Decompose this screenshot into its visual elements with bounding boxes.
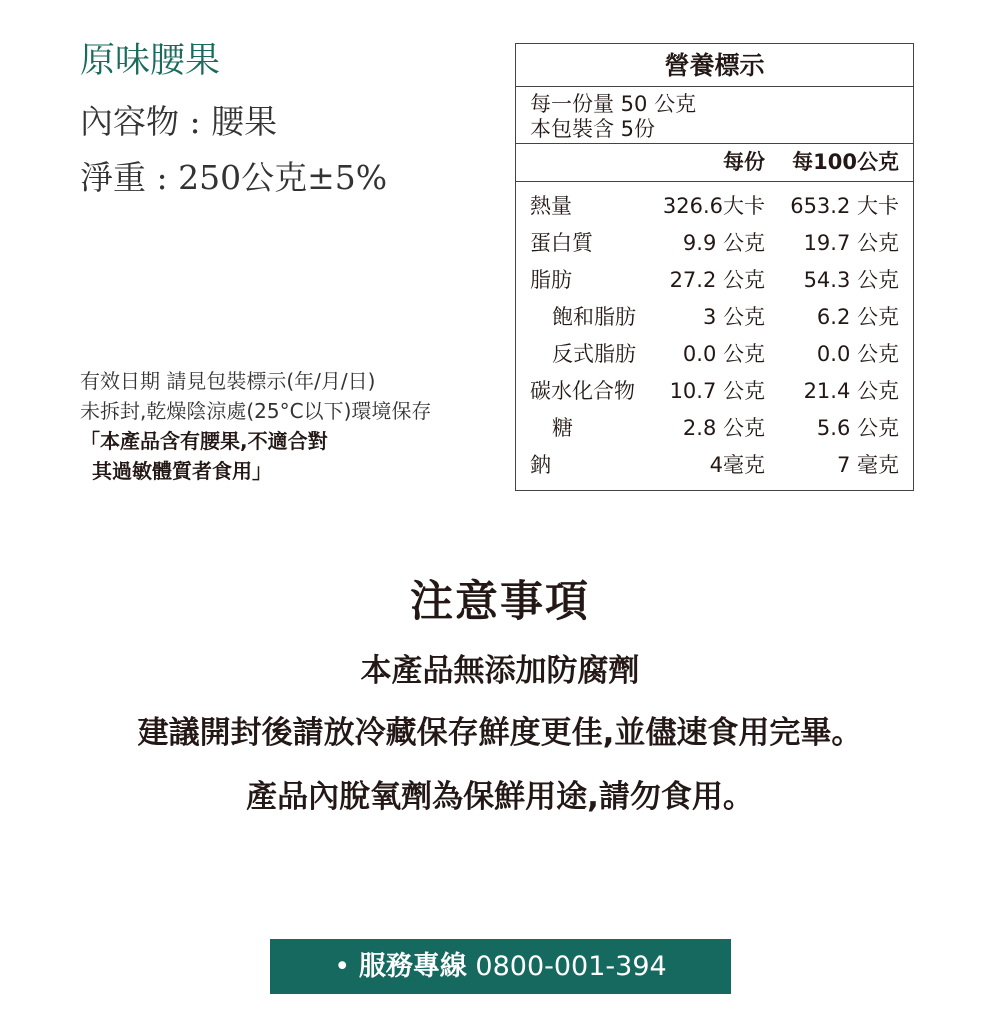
service-hotline-banner (270, 939, 731, 994)
nutrient-name: 鈉 (530, 453, 551, 477)
nutrient-per-100g: 0.0 公克 (816, 342, 899, 366)
nutrient-per-100g: 7 毫克 (836, 453, 899, 477)
product-contents: 內容物 : 腰果 (80, 102, 278, 141)
servings-per-package: 本包裝含 5份 (530, 117, 656, 141)
nutrient-name: 碳水化合物 (530, 379, 635, 403)
bullet-icon: • (334, 951, 351, 982)
nutrition-rows (516, 182, 913, 484)
product-name: 原味腰果 (80, 41, 221, 81)
nutrient-per-serving: 27.2 公克 (669, 268, 765, 292)
nutrient-per-serving: 3 公克 (702, 305, 765, 329)
nutrient-per-100g: 54.3 公克 (803, 268, 899, 292)
nutrition-row (516, 262, 913, 299)
nutrition-row (516, 373, 913, 410)
nutrient-per-serving: 2.8 公克 (682, 416, 765, 440)
nutrient-per-serving: 9.9 公克 (682, 231, 765, 255)
expiry-date-text: 有效日期 請見包裝標示(年/月/日) (80, 369, 376, 393)
nutrient-per-100g: 19.7 公克 (803, 231, 899, 255)
nutrient-per-serving: 4毫克 (709, 453, 765, 477)
nutrition-row (516, 225, 913, 262)
nutrition-row (516, 299, 913, 336)
storage-info (80, 366, 500, 486)
nutrient-per-100g: 5.6 公克 (816, 416, 899, 440)
notice-oxygen-absorber: 產品內脫氧劑為保鮮用途,請勿食用。 (246, 779, 754, 815)
storage-conditions-text: 未拆封,乾燥陰涼處(25°C以下)環境保存 (80, 399, 432, 423)
nutrition-title: 營養標示 (516, 44, 913, 87)
column-header-per-100g: 每100公克 (792, 150, 899, 174)
hotline-label: 服務專線 (358, 951, 467, 982)
nutrient-per-serving: 10.7 公克 (669, 379, 765, 403)
nutrient-name: 飽和脂肪 (552, 305, 636, 329)
nutrition-row (516, 447, 913, 484)
nutrition-row (516, 336, 913, 373)
nutrient-per-serving: 326.6大卡 (662, 194, 765, 218)
nutrient-per-100g: 21.4 公克 (803, 379, 899, 403)
nutrient-name: 蛋白質 (530, 231, 593, 255)
notice-heading: 注意事項 (410, 577, 590, 627)
nutrient-name: 脂肪 (530, 268, 572, 292)
notice-no-preservatives: 本產品無添加防腐劑 (360, 653, 640, 689)
nutrient-per-100g: 653.2 大卡 (790, 194, 899, 218)
column-header-per-serving: 每份 (723, 150, 765, 174)
nutrition-column-headers (516, 144, 913, 182)
allergy-warning-line-2: 其過敏體質者食用」 (92, 459, 272, 483)
nutrition-row (516, 410, 913, 447)
nutrient-name: 反式脂肪 (552, 342, 636, 366)
hotline-number[interactable]: 0800-001-394 (475, 951, 667, 982)
serving-info (516, 87, 913, 144)
nutrient-name: 糖 (552, 416, 573, 440)
allergy-warning-line-1: 「本產品含有腰果,不適合對 (80, 429, 328, 453)
nutrient-name: 熱量 (530, 194, 572, 218)
nutrient-per-100g: 6.2 公克 (816, 305, 899, 329)
serving-size: 每一份量 50 公克 (530, 92, 697, 116)
nutrient-per-serving: 0.0 公克 (682, 342, 765, 366)
notice-refrigerate: 建議開封後請放冷藏保存鮮度更佳,並儘速食用完畢。 (137, 715, 863, 751)
nutrition-row (516, 188, 913, 225)
nutrition-facts-table (515, 43, 914, 491)
product-net-weight: 淨重 : 250公克±5% (80, 158, 388, 197)
